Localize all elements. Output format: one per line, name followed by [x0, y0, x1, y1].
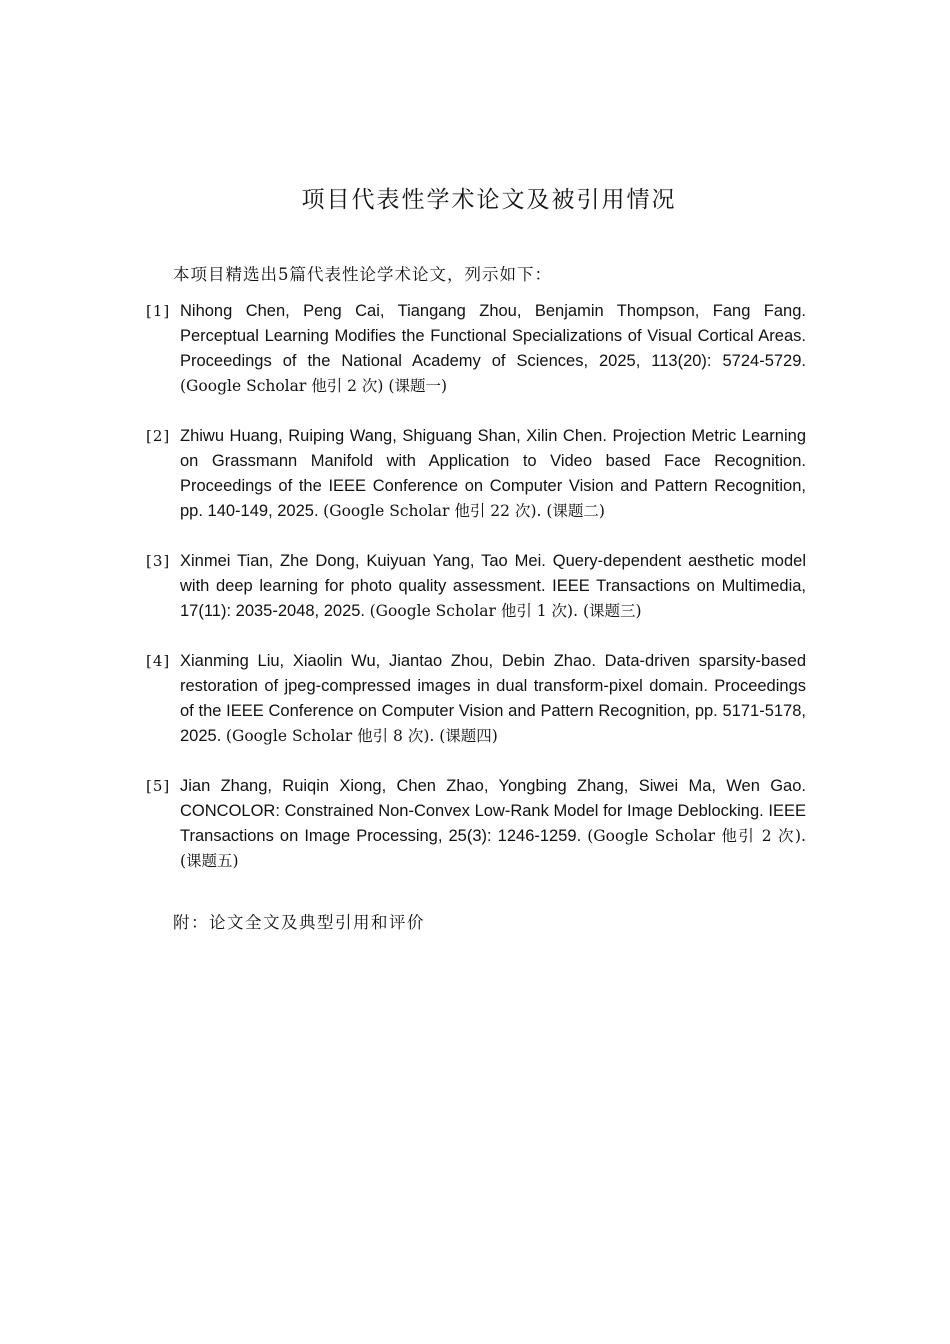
reference-body: [180, 299, 806, 399]
reference-item: [146, 424, 806, 524]
reference-body: [180, 549, 806, 624]
reference-citation: (Google Scholar 他引 22 次). (课题二): [323, 502, 605, 520]
reference-item: [146, 299, 806, 399]
reference-body: [180, 424, 806, 524]
reference-body: [180, 649, 806, 749]
reference-citation: (Google Scholar 他引 8 次). (课题四): [225, 727, 498, 745]
reference-text: Xinmei Tian, Zhe Dong, Kuiyuan Yang, Tao Mei. Query-dependent aesthetic model with deep learning for photo quality assessment. IEEE Transactions on Multimedia, 17(11): 2035-2048, 2025.: [180, 552, 806, 620]
reference-citation: (Google Scholar 他引 2 次) (课题一): [180, 377, 448, 395]
reference-number: [4]: [146, 652, 171, 670]
reference-number: [3]: [146, 552, 171, 570]
reference-text: Jian Zhang, Ruiqin Xiong, Chen Zhao, Yongbing Zhang, Siwei Ma, Wen Gao. CONCOLOR: Constrained Non-Convex Low-Rank Model for Image Deblocking. IEEE Transactions on Image Processing, 25(3): 1246-1259.: [180, 777, 806, 845]
intro-paragraph: 本项目精选出5篇代表性论学术论文，列示如下：: [173, 265, 552, 284]
page-title: 项目代表性学术论文及被引用情况: [301, 187, 677, 213]
reference-body: [180, 774, 806, 874]
reference-number: [2]: [146, 427, 171, 445]
reference-citation: (Google Scholar 他引 2 次). (课题五): [180, 827, 806, 870]
reference-item: [146, 549, 806, 624]
reference-item: [146, 649, 806, 749]
reference-text: Nihong Chen, Peng Cai, Tiangang Zhou, Benjamin Thompson, Fang Fang. Perceptual Learning Modifies the Functional Specializations of Visual Cortical Areas. Proceedings of the National Academy of Sciences, 2025, 113(20): 5724-5729.: [180, 302, 806, 370]
reference-text: Xianming Liu, Xiaolin Wu, Jiantao Zhou, Debin Zhao. Data-driven sparsity-based restoration of jpeg-compressed images in dual transform-pixel domain. Proceedings of the IEEE Conference on Computer Vision and Pattern Recognition, pp. 5171-5178, 2025.: [180, 652, 806, 745]
reference-item: [146, 774, 806, 874]
reference-number: [5]: [146, 777, 171, 795]
appendix-note: 附：论文全文及典型引用和评价: [173, 913, 425, 932]
reference-list: [146, 299, 806, 899]
reference-number: [1]: [146, 302, 171, 320]
reference-citation: (Google Scholar 他引 1 次). (课题三): [369, 602, 642, 620]
reference-text: Zhiwu Huang, Ruiping Wang, Shiguang Shan, Xilin Chen. Projection Metric Learning on Grassmann Manifold with Application to Video based Face Recognition. Proceedings of the IEEE Conference on Computer Vision and Pattern Recognition, pp. 140-149, 2025.: [180, 427, 806, 520]
